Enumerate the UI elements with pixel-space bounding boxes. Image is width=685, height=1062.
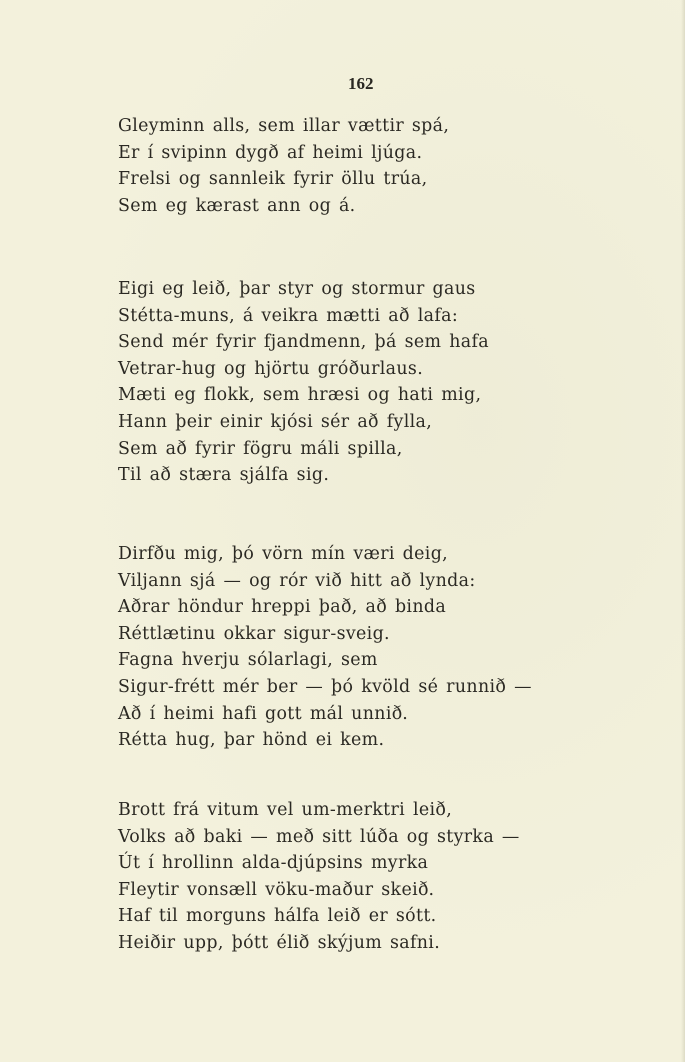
poem-line: Heiðir upp, þótt élið skýjum safni. (118, 932, 441, 953)
poem-line: Fleytir vonsæll vöku-maður skeið. (118, 879, 435, 900)
poem-line: Dirfðu mig, þó vörn mín væri deig, (118, 544, 449, 564)
poem-line: Haf til morguns hálfa leið er sótt. (118, 906, 437, 927)
poem-line: Vetrar-hug og hjörtu gróðurlaus. (118, 358, 424, 379)
page-number: 162 (348, 74, 374, 93)
poem-line: Mæti eg flokk, sem hræsi og hati mig, (118, 385, 482, 406)
poem-line: Aðrar höndur hreppi það, að binda (118, 597, 447, 618)
poem-line: Að í heimi hafi gott mál unnið. (118, 703, 409, 724)
poem-line: Réttlætinu okkar sigur-sveig. (118, 623, 390, 644)
poem-line: Gleyminn alls, sem illar vættir spá, (118, 116, 450, 136)
poem-line: Sigur-frétt mér ber — þó kvöld sé runnið — (118, 676, 532, 697)
poem-line: Fagna hverju sólarlagi, sem (118, 650, 378, 671)
poem-line: Viljann sjá — og rór við hitt að lynda: (118, 570, 476, 591)
poem-line: Út í hrollinn alda-djúpsins myrka (118, 853, 429, 874)
stanza-4 (118, 797, 520, 957)
poem-line: Rétta hug, þar hönd ei kem. (118, 730, 385, 751)
poem-line: Hann þeir einir kjósi sér að fylla, (118, 411, 433, 432)
poem-line: Brott frá vitum vel um-merktri leið, (118, 800, 453, 820)
stanza-2 (118, 276, 489, 489)
poem-line: Er í svipinn dygð af heimi ljúga. (118, 142, 423, 163)
poem-line: Til að stæra sjálfa sig. (118, 465, 330, 486)
poem-line: Send mér fyrir fjandmenn, þá sem hafa (118, 332, 490, 353)
poem-line: Eigi eg leið, þar styr og stormur gaus (118, 279, 476, 299)
page-edge-shadow (681, 0, 685, 1062)
poem-line: Frelsi og sannleik fyrir öllu trúa, (118, 169, 428, 190)
poem-line: Sem að fyrir fögru máli spilla, (118, 438, 403, 459)
poem-line: Stétta-muns, á veikra mætti að lafa: (118, 305, 459, 326)
poem-line: Sem eg kærast ann og á. (118, 195, 356, 216)
stanza-3 (118, 541, 532, 754)
stanza-1 (118, 113, 449, 219)
poem-line: Volks að baki — með sitt lúða og styrka — (118, 826, 520, 847)
